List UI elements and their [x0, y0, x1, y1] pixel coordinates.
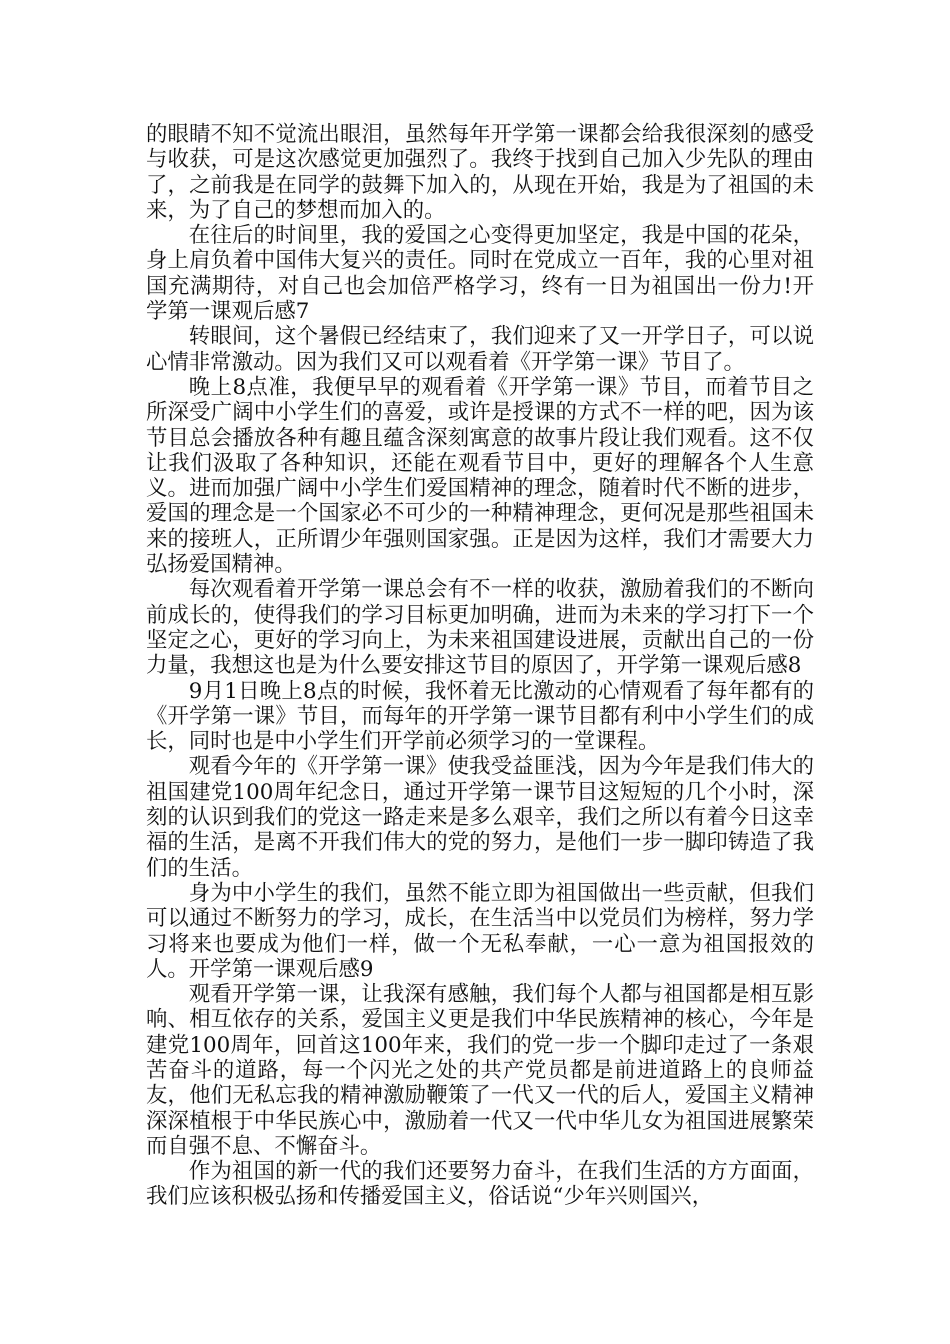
paragraph-2: 在往后的时间里，我的爱国之心变得更加坚定，我是中国的花朵，身上肩负着中国伟大复兴的责任。同时在党成立一百年，我的心里对祖国充满期待，对自己也会加倍严格学习，终有一日为祖国出一份力!开学第一课观后感7 — [146, 223, 814, 325]
paragraph-4: 晚上8点准，我便早早的观看着《开学第一课》节目，而着节目之所深受广阔中小学生们的喜爱，或许是授课的方式不一样的吧，因为该节目总会播放各种有趣且蕴含深刻寓意的故事片段让我们观看。这不仅让我们汲取了各种知识，还能在观看节目中，更好的理解各个人生意义。进而加强广阔中小学生们爱国精神的理念，随着时代不断的进步，爱国的理念是一个国家必不可少的一种精神理念，更何况是那些祖国未来的接班人，正所谓少年强则国家强。正是因为这样，我们才需要大力弘扬爱国精神。 — [146, 374, 814, 578]
paragraph-10: 作为祖国的新一代的我们还要努力奋斗，在我们生活的方方面面，我们应该积极弘扬和传播爱国主义，俗话说“少年兴则国兴， — [146, 1159, 814, 1210]
paragraph-9: 观看开学第一课，让我深有感触，我们每个人都与祖国都是相互影响、相互依存的关系，爱国主义更是我们中华民族精神的核心，今年是建党100周年，回首这100年来，我们的党一步一个脚印走过了一条艰苦奋斗的道路，每一个闪光之处的共产党员都是前进道路上的良师益友，他们无私忘我的精神激励鞭策了一代又一代的后人，爱国主义精神深深植根于中华民族心中，激励着一代又一代中华儿女为祖国进展繁荣而自强不息、不懈奋斗。 — [146, 982, 814, 1159]
paragraph-7: 观看今年的《开学第一课》使我受益匪浅，因为今年是我们伟大的祖国建党100周年纪念日，通过开学第一课节目这短短的几个小时，深刻的认识到我们的党这一路走来是多么艰辛，我们之所以有着今日这幸福的生活，是离不开我们伟大的党的努力，是他们一步一脚印铸造了我们的生活。 — [146, 754, 814, 881]
paragraph-1: 的眼睛不知不觉流出眼泪，虽然每年开学第一课都会给我很深刻的感受与收获，可是这次感觉更加强烈了。我终于找到自己加入少先队的理由了，之前我是在同学的鼓舞下加入的，从现在开始，我是为了祖国的未来，为了自己的梦想而加入的。 — [146, 122, 814, 223]
paragraph-5: 每次观看着开学第一课总会有不一样的收获，激励着我们的不断向前成长的，使得我们的学习目标更加明确，进而为未来的学习打下一个坚定之心，更好的学习向上，为未来祖国建设进展，贡献出自己的一份力量，我想这也是为什么要安排这节目的原因了，开学第一课观后感8 — [146, 577, 814, 679]
paragraph-8: 身为中小学生的我们，虽然不能立即为祖国做出一些贡献，但我们可以通过不断努力的学习，成长，在生活当中以党员们为榜样，努力学习将来也要成为他们一样，做一个无私奉献，一心一意为祖国报效的人。开学第一课观后感9 — [146, 880, 814, 982]
document-page — [146, 122, 814, 1210]
paragraph-3: 转眼间，这个暑假已经结束了，我们迎来了又一开学日子，可以说心情非常激动。因为我们又可以观看着《开学第一课》节目了。 — [146, 324, 814, 375]
paragraph-6: 9月1日晚上8点的时候，我怀着无比激动的心情观看了每年都有的《开学第一课》节目，而每年的开学第一课节目都有利中小学生们的成长，同时也是中小学生们开学前必须学习的一堂课程。 — [146, 678, 814, 755]
